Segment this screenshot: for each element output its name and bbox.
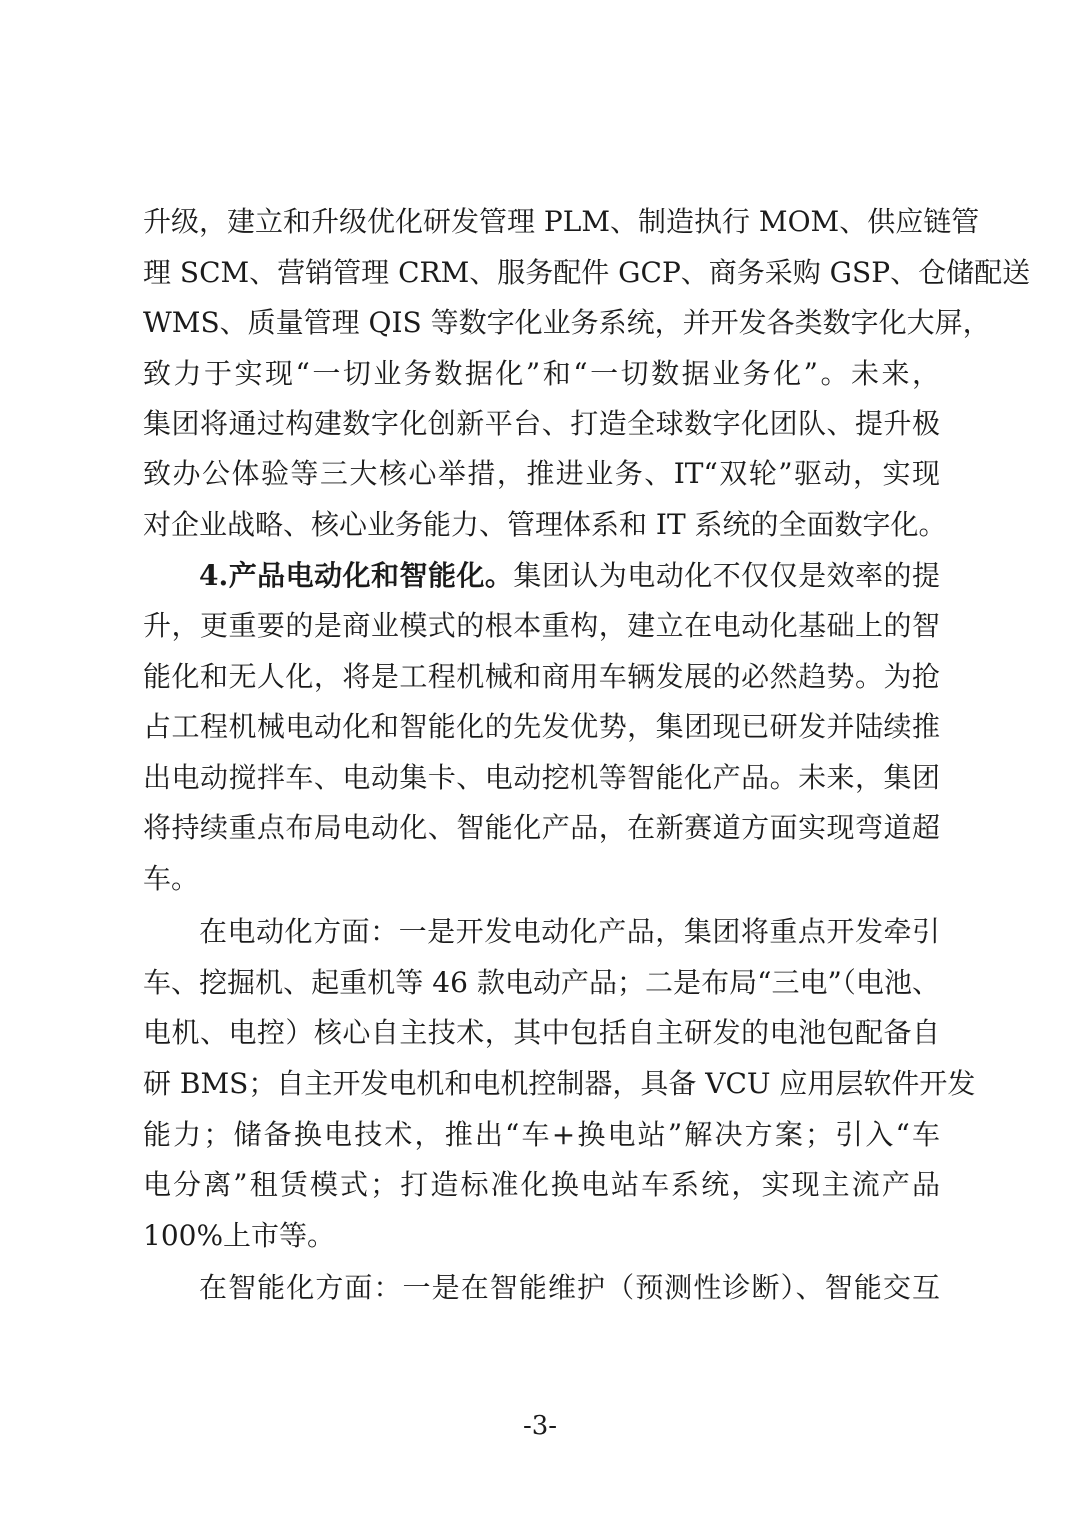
text-line: 能力；储备换电技术，推出“车+换电站”解决方案；引入“车 xyxy=(143,1118,940,1151)
text-line: 在智能化方面：一是在智能维护（预测性诊断）、智能交互 xyxy=(199,1271,940,1304)
text-line: 致力于实现“一切业务数据化”和“一切数据业务化”。未来， xyxy=(143,357,940,390)
text-line: 车。 xyxy=(143,862,200,895)
text-line: 理 SCM、营销管理 CRM、服务配件 GCP、商务采购 GSP、仓储配送 xyxy=(143,256,1031,289)
text-line-with-heading xyxy=(199,556,940,596)
text-line: 出电动搅拌车、电动集卡、电动挖机等智能化产品。未来，集团 xyxy=(143,761,940,794)
text-line: 升级，建立和升级优化研发管理 PLM、制造执行 MOM、供应链管 xyxy=(143,205,980,238)
text-line: 集团将通过构建数字化创新平台、打造全球数字化团队、提升极 xyxy=(143,407,940,440)
text-line: 100%上市等。 xyxy=(143,1219,336,1252)
text-run: 集团认为电动化不仅仅是效率的提 xyxy=(513,559,940,592)
text-line: 电机、电控）核心自主技术，其中包括自主研发的电池包配备自 xyxy=(143,1016,940,1049)
text-line: 在电动化方面：一是开发电动化产品，集团将重点开发牵引 xyxy=(199,915,940,948)
text-line: 能化和无人化，将是工程机械和商用车辆发展的必然趋势。为抢 xyxy=(143,660,940,693)
text-line: 占工程机械电动化和智能化的先发优势，集团现已研发并陆续推 xyxy=(143,710,940,743)
text-line: WMS、质量管理 QIS 等数字化业务系统，并开发各类数字化大屏， xyxy=(143,306,991,339)
section-heading: 4.产品电动化和智能化。 xyxy=(199,559,514,592)
text-line: 升，更重要的是商业模式的根本重构，建立在电动化基础上的智 xyxy=(143,609,940,642)
text-line: 将持续重点布局电动化、智能化产品，在新赛道方面实现弯道超 xyxy=(143,811,940,844)
text-line: 对企业战略、核心业务能力、管理体系和 IT 系统的全面数字化。 xyxy=(143,508,947,541)
text-line: 电分离”租赁模式；打造标准化换电站车系统，实现主流产品 xyxy=(143,1168,940,1201)
text-line: 研 BMS；自主开发电机和电机控制器，具备 VCU 应用层软件开发 xyxy=(143,1067,976,1100)
text-line: 车、挖掘机、起重机等 46 款电动产品；二是布局“三电”（电池、 xyxy=(143,966,940,999)
text-line: 致办公体验等三大核心举措，推进业务、IT“双轮”驱动，实现 xyxy=(143,457,940,490)
page-number: -3- xyxy=(522,1411,558,1441)
